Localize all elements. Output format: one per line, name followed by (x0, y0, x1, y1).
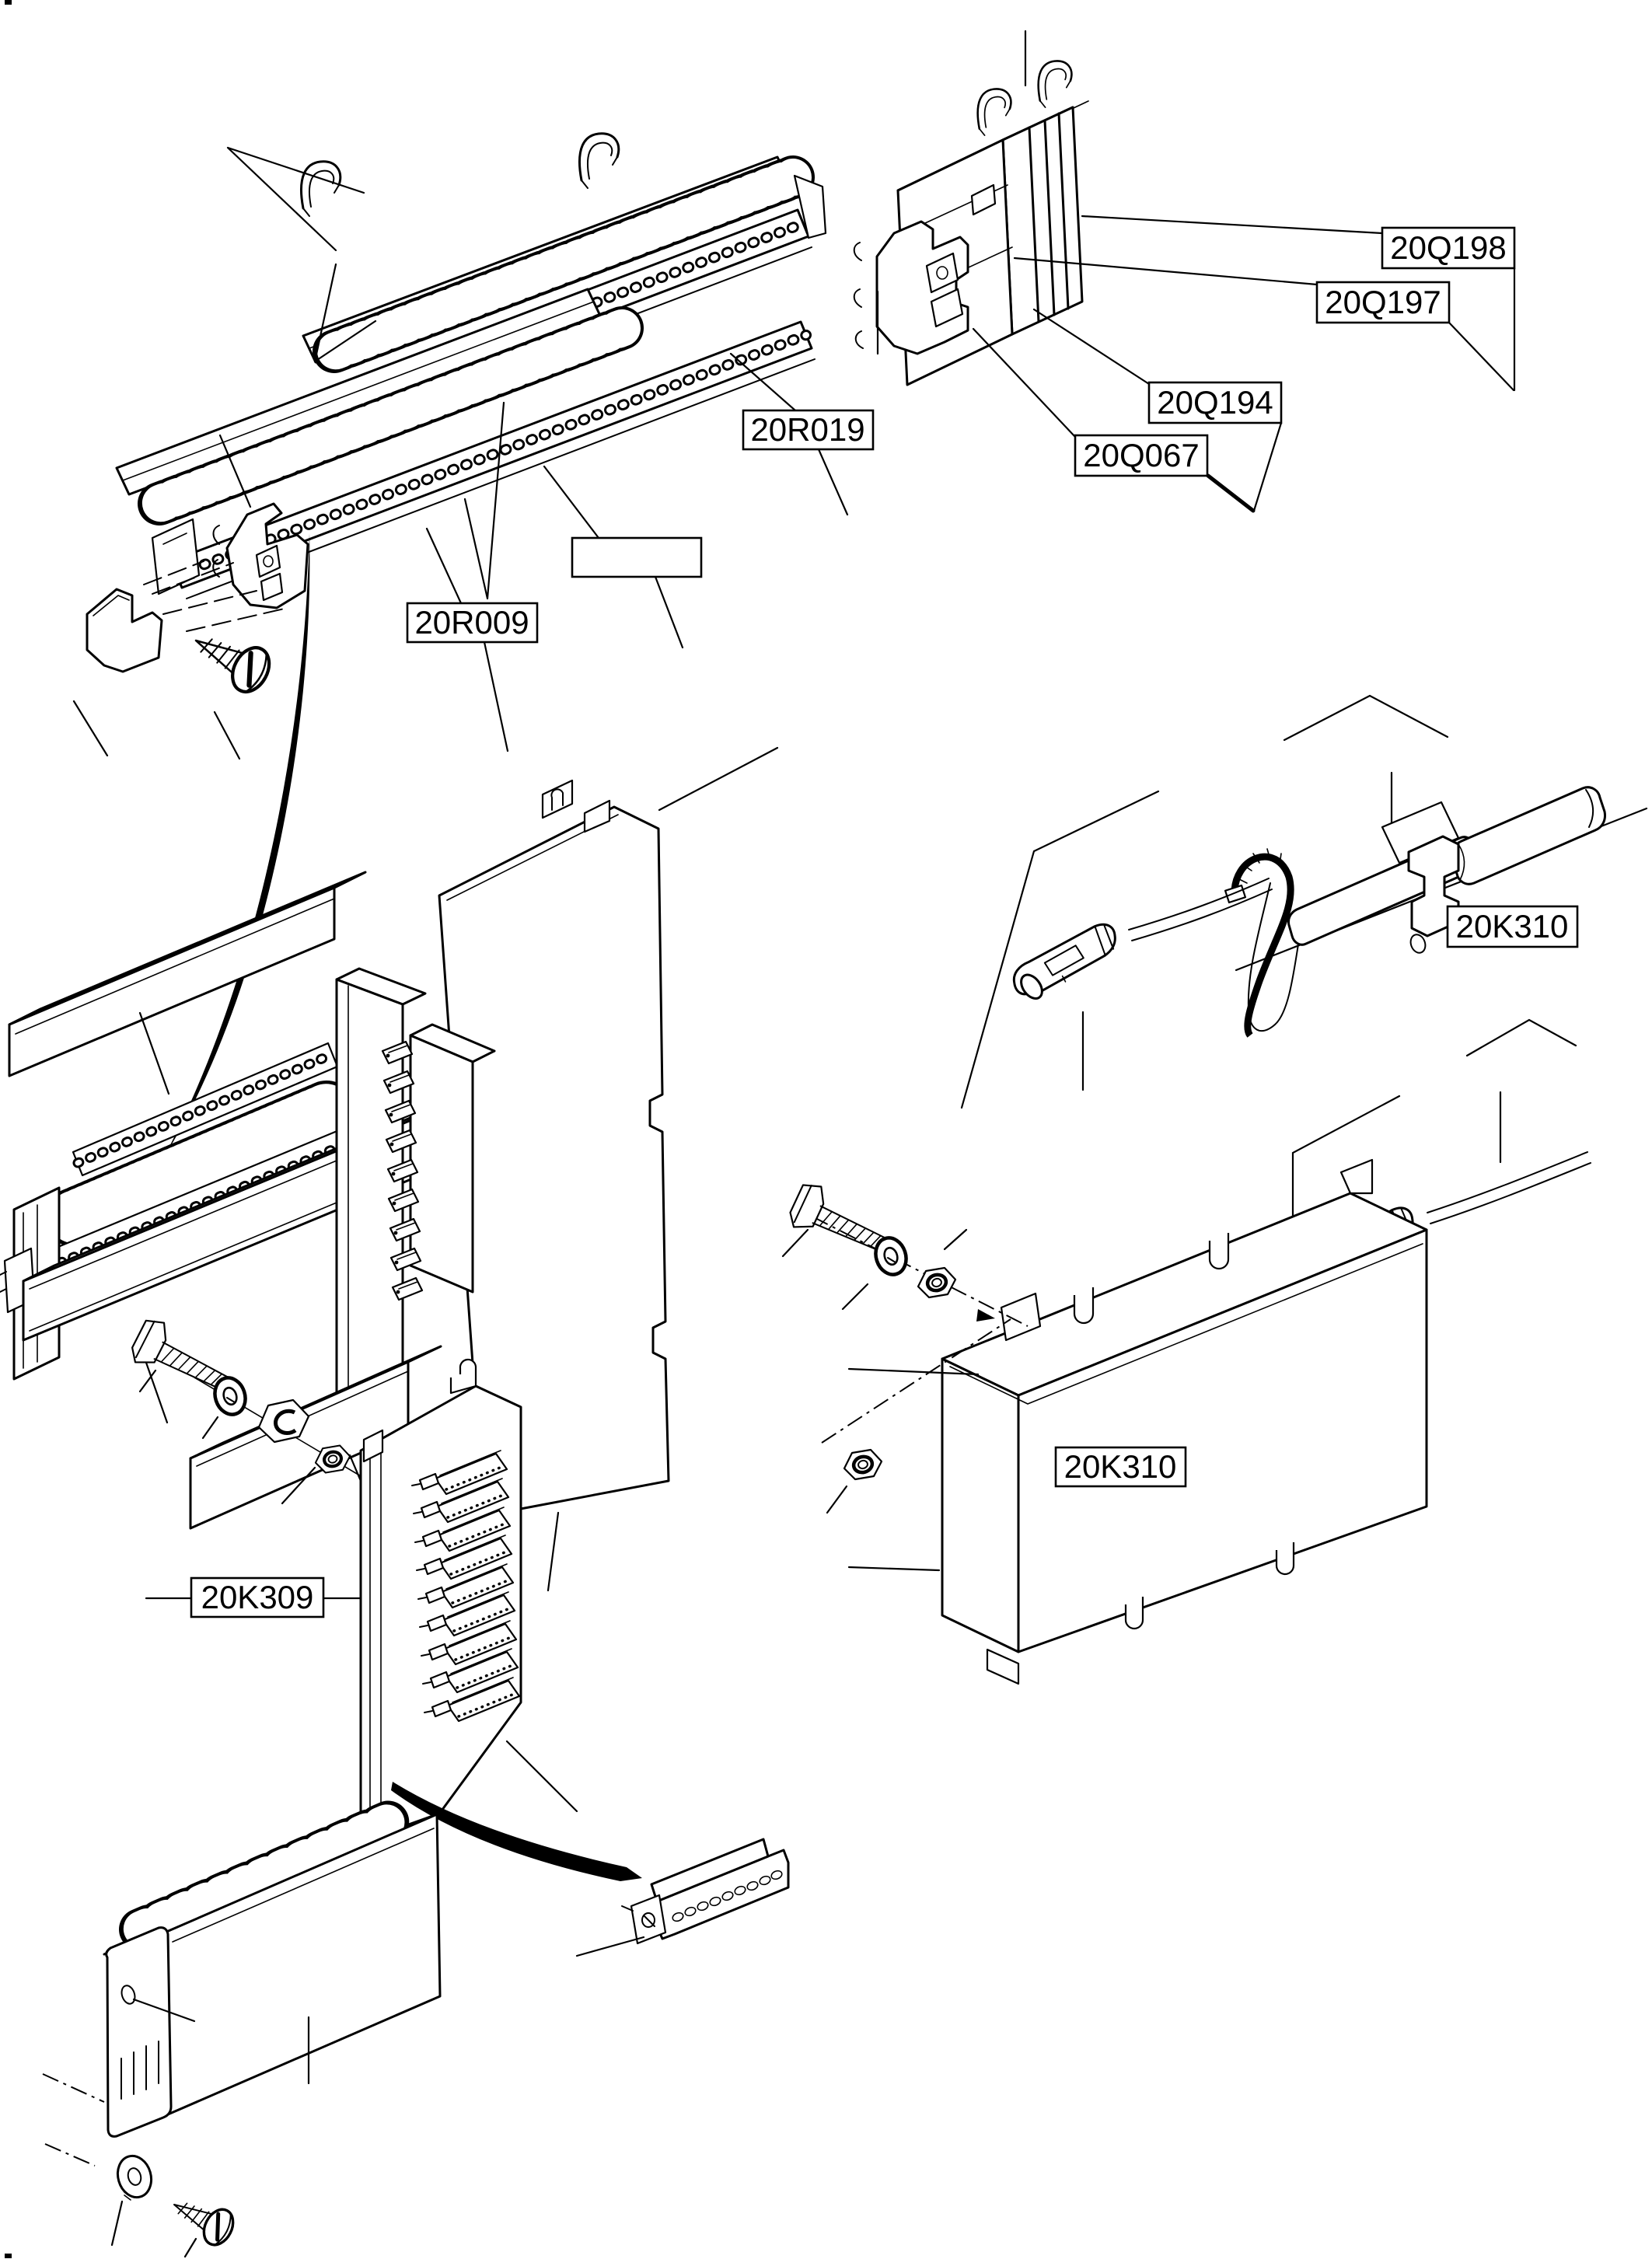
contactor-assembly (854, 31, 1088, 385)
callout-label: 20R009 (414, 604, 529, 641)
callout-label: 20Q198 (1390, 229, 1507, 266)
callout-label: 20Q194 (1157, 384, 1273, 421)
flat-washer (113, 2152, 155, 2201)
chevron-mark (1284, 696, 1448, 740)
chevron-mark (1467, 1020, 1576, 1056)
cable-duct (43, 1814, 440, 2257)
cable-tie (1225, 849, 1291, 1035)
callout-label: 20K310 (1063, 1448, 1177, 1485)
rail-clip (301, 162, 340, 216)
mounting-screw (185, 620, 277, 759)
callout-empty (572, 538, 701, 577)
hex-nut (918, 1268, 955, 1297)
callout-20K310-box (1056, 1447, 1186, 1486)
callout-20K309 (191, 1578, 323, 1617)
callout-20R019 (743, 410, 873, 449)
tapping-screw (166, 2188, 239, 2250)
callout-label: 20Q067 (1083, 437, 1200, 473)
callout-20Q067 (1075, 435, 1207, 476)
lock-washer (211, 1374, 250, 1418)
lock-washer (871, 1234, 911, 1278)
hex-nut (844, 1450, 882, 1479)
ecu-assembly (783, 1160, 1427, 1684)
callout-label: 20R019 (750, 411, 865, 448)
rail-clip (579, 134, 618, 188)
cable-assembly (962, 696, 1647, 1108)
callout-20Q197 (1317, 282, 1449, 323)
corner-mark-top (5, 0, 12, 5)
corner-mark-bottom (5, 2254, 12, 2258)
terminal-strip (577, 1839, 788, 1956)
callout-label: 20K309 (201, 1579, 314, 1615)
callout-20R009 (407, 603, 537, 642)
callout-20K310-cable (1448, 906, 1577, 947)
callout-20Q198 (1382, 228, 1514, 268)
callout-20Q194 (1149, 382, 1281, 423)
callout-label: 20Q197 (1325, 284, 1441, 320)
callout-label: 20K310 (1455, 908, 1569, 944)
connector-plug (1006, 922, 1126, 1006)
